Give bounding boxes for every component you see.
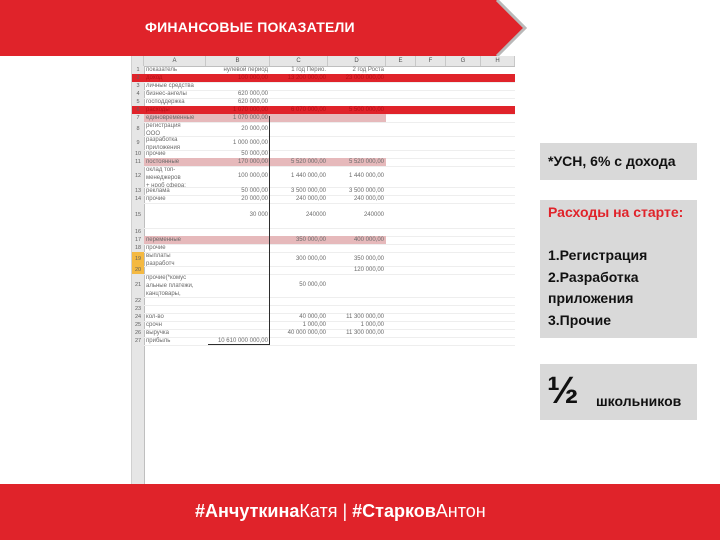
- cell-c[interactable]: 1 440 000,00: [290, 173, 326, 179]
- cell-d[interactable]: 120 000,00: [353, 267, 384, 273]
- cell-a[interactable]: переменные: [146, 237, 181, 243]
- cell-a[interactable]: единовременные: [146, 115, 195, 121]
- cell-c[interactable]: 5 520 000,00: [290, 159, 326, 165]
- row-number[interactable]: 20: [134, 267, 142, 273]
- cell-a[interactable]: прибыль: [146, 338, 171, 344]
- table-row[interactable]: [132, 266, 515, 274]
- row-number[interactable]: 8: [136, 126, 140, 132]
- row-number[interactable]: 9: [136, 140, 140, 146]
- table-row[interactable]: [132, 98, 515, 106]
- startup-costs-item: 3.Прочие: [548, 311, 612, 328]
- row-number[interactable]: 22: [134, 298, 142, 304]
- page-title: ФИНАНСОВЫЕ ПОКАЗАТЕЛИ: [145, 19, 355, 35]
- table-row[interactable]: [132, 74, 515, 82]
- cell-d[interactable]: [328, 305, 384, 313]
- table-row[interactable]: [132, 228, 515, 236]
- table-row[interactable]: [132, 252, 515, 266]
- cell-c[interactable]: [270, 90, 326, 98]
- header-arrow-shape: [0, 0, 720, 56]
- row-number[interactable]: 2: [136, 75, 140, 81]
- cell-a[interactable]: разработка приложения: [146, 137, 181, 150]
- cell-a[interactable]: расходы: [146, 107, 170, 113]
- students-fraction: ½: [547, 370, 579, 412]
- cell-a[interactable]: прочие: [146, 151, 166, 157]
- cell-a[interactable]: личные средства: [146, 83, 194, 89]
- cell-d[interactable]: 2 год Роста: [352, 67, 384, 73]
- row-number[interactable]: 25: [134, 322, 142, 328]
- cell-d[interactable]: 3 500 000,00: [348, 188, 384, 194]
- cell-c[interactable]: [270, 228, 326, 236]
- table-row[interactable]: [132, 195, 515, 203]
- cell-d[interactable]: [328, 150, 384, 158]
- row-number[interactable]: 7: [136, 115, 140, 121]
- cell-b[interactable]: 30 000: [249, 212, 268, 218]
- row-number[interactable]: 1: [136, 67, 140, 73]
- row-number[interactable]: 13: [134, 188, 142, 194]
- tax-text: *УСН, 6% с дохода: [548, 153, 676, 169]
- row-number[interactable]: 26: [134, 330, 142, 336]
- column-header-e[interactable]: E: [386, 56, 416, 66]
- column-header-h[interactable]: H: [481, 56, 515, 66]
- cell-a[interactable]: прочие: [146, 245, 166, 251]
- row-number[interactable]: 3: [136, 83, 140, 89]
- row-number[interactable]: 27: [134, 338, 142, 344]
- selection-border-bottom: [208, 344, 270, 345]
- cell-b[interactable]: 50 000,00: [241, 151, 268, 157]
- table-row[interactable]: [132, 321, 515, 329]
- selection-border-right: [269, 116, 270, 344]
- cell-b[interactable]: [206, 82, 268, 90]
- cell-b[interactable]: [206, 236, 268, 244]
- cell-b[interactable]: [206, 252, 268, 266]
- cell-a[interactable]: кол-во: [146, 314, 164, 320]
- table-row[interactable]: [132, 82, 515, 90]
- cell-a[interactable]: постоянные: [146, 159, 180, 165]
- table-row[interactable]: [132, 106, 515, 114]
- cell-c[interactable]: [270, 305, 326, 313]
- cell-a[interactable]: господдержка: [146, 99, 185, 105]
- cell-a[interactable]: прочие: [146, 196, 166, 202]
- row-number[interactable]: 24: [134, 314, 142, 320]
- row-number[interactable]: 12: [134, 173, 142, 179]
- cell-d[interactable]: 240 000,00: [353, 196, 384, 202]
- row-number[interactable]: 14: [134, 196, 142, 202]
- table-row[interactable]: [132, 136, 515, 150]
- cell-d[interactable]: [328, 122, 384, 136]
- cell-a[interactable]: срочн: [146, 322, 162, 328]
- row-number[interactable]: 23: [134, 306, 142, 312]
- cell-d[interactable]: [328, 114, 384, 122]
- table-row[interactable]: [132, 90, 515, 98]
- table-row[interactable]: [132, 297, 515, 305]
- table-row[interactable]: [132, 203, 515, 228]
- cell-a[interactable]: реклама: [146, 188, 170, 194]
- row-number[interactable]: 21: [134, 282, 142, 288]
- cell-b[interactable]: 170 000,00: [237, 159, 268, 165]
- cell-d[interactable]: 11 300 000,00: [346, 314, 384, 320]
- startup-costs-box: [540, 200, 697, 338]
- cell-c[interactable]: 1 год Перио.: [291, 67, 326, 73]
- table-row[interactable]: [132, 329, 515, 337]
- cell-d[interactable]: 1 000,00: [360, 322, 384, 328]
- cell-c[interactable]: [270, 297, 326, 305]
- cell-b[interactable]: 1 000 000,00: [232, 140, 268, 146]
- startup-costs-item: 2.Разработка приложения: [548, 268, 639, 306]
- cell-c[interactable]: 40 000,00: [299, 314, 326, 320]
- cell-a[interactable]: [146, 305, 206, 313]
- cell-d[interactable]: 11 300 000,00: [346, 330, 384, 336]
- cell-c[interactable]: [270, 136, 326, 150]
- author1-tag: #Анчуткина: [195, 501, 300, 521]
- cell-b[interactable]: 20 000,00: [241, 126, 268, 132]
- row-number[interactable]: 10: [134, 151, 142, 157]
- table-row[interactable]: [132, 66, 515, 74]
- table-row[interactable]: [132, 187, 515, 195]
- cell-c[interactable]: [270, 98, 326, 106]
- cell-d[interactable]: 400 000,00: [353, 237, 384, 243]
- cell-d[interactable]: [328, 228, 384, 236]
- cell-d[interactable]: [328, 90, 384, 98]
- row-number[interactable]: 16: [134, 229, 142, 235]
- cell-a[interactable]: выплаты разработч: [146, 253, 175, 266]
- cell-d[interactable]: [328, 297, 384, 305]
- spreadsheet[interactable]: [131, 56, 515, 484]
- cell-b[interactable]: 1 070 000,00: [232, 115, 268, 121]
- cell-c[interactable]: [270, 244, 326, 252]
- cell-c[interactable]: 240000: [305, 212, 326, 218]
- table-row[interactable]: [132, 158, 515, 166]
- header-banner: [0, 0, 720, 56]
- column-header-f[interactable]: F: [416, 56, 446, 66]
- cell-c[interactable]: 50 000,00: [299, 282, 326, 288]
- cell-d[interactable]: [328, 337, 384, 345]
- footer-bar: [0, 484, 720, 540]
- cell-b[interactable]: 20 000,00: [241, 196, 268, 202]
- cell-a[interactable]: доход: [146, 75, 163, 81]
- table-row[interactable]: [132, 122, 515, 136]
- cell-c[interactable]: 6 070 000,00: [290, 107, 326, 113]
- cell-a[interactable]: [146, 297, 206, 305]
- cell-a[interactable]: [146, 228, 206, 236]
- cell-b[interactable]: [206, 274, 268, 297]
- cell-b[interactable]: [206, 266, 268, 274]
- cell-c[interactable]: 240 000,00: [295, 196, 326, 202]
- cell-a[interactable]: бизнес-ангелы: [146, 91, 187, 97]
- cell-a[interactable]: выручка: [146, 330, 169, 336]
- table-row[interactable]: [132, 305, 515, 313]
- author2-tag: #Старков: [352, 501, 436, 521]
- table-row[interactable]: [132, 274, 515, 297]
- cell-b[interactable]: [206, 329, 268, 337]
- cell-c[interactable]: [270, 122, 326, 136]
- cell-a[interactable]: прочие(*комус альные платежи, канцтовары,: [146, 275, 194, 297]
- cell-c[interactable]: [270, 266, 326, 274]
- column-header-g[interactable]: G: [446, 56, 481, 66]
- table-row[interactable]: [132, 150, 515, 158]
- row-number[interactable]: 18: [134, 245, 142, 251]
- cell-d[interactable]: 23 000 000,00: [345, 75, 384, 81]
- table-row[interactable]: [132, 166, 515, 187]
- cell-b[interactable]: [206, 321, 268, 329]
- corner-cell[interactable]: [132, 56, 144, 66]
- cell-b[interactable]: 100 000,00: [237, 173, 268, 179]
- cell-c[interactable]: [270, 114, 326, 122]
- column-header-b[interactable]: B: [206, 56, 270, 66]
- cell-b[interactable]: 10 610 000 000,00: [217, 338, 268, 344]
- cell-c[interactable]: [270, 82, 326, 90]
- startup-costs-list: [548, 245, 696, 331]
- row-number[interactable]: 4: [136, 91, 140, 97]
- cell-d[interactable]: 1 440 000,00: [348, 173, 384, 179]
- tax-info-box: [540, 143, 697, 180]
- author1-name: Катя: [299, 501, 338, 521]
- cell-c[interactable]: 350 000,00: [295, 237, 326, 243]
- cell-c[interactable]: 3 500 000,00: [290, 188, 326, 194]
- cell-b[interactable]: 50 000,00: [241, 188, 268, 194]
- table-row[interactable]: [132, 337, 515, 345]
- cell-a[interactable]: показатель: [146, 67, 178, 73]
- cell-b[interactable]: [206, 305, 268, 313]
- cell-a[interactable]: регистрация ООО: [146, 123, 181, 136]
- column-header-a[interactable]: A: [144, 56, 206, 66]
- cell-b[interactable]: 1 070 000,00: [232, 107, 268, 113]
- cell-d[interactable]: [328, 98, 384, 106]
- row-number[interactable]: 6: [136, 107, 140, 113]
- cell-d[interactable]: 350 000,00: [353, 256, 384, 262]
- students-box: [540, 364, 697, 420]
- cell-c[interactable]: 40 000 000,00: [287, 330, 326, 336]
- table-row[interactable]: [132, 114, 515, 122]
- cell-b[interactable]: нулевой период: [223, 67, 268, 73]
- cell-d[interactable]: [328, 136, 384, 150]
- gridline: [144, 345, 515, 346]
- cell-d[interactable]: [328, 274, 384, 297]
- cell-d[interactable]: [328, 244, 384, 252]
- column-header-c[interactable]: C: [270, 56, 328, 66]
- cell-a[interactable]: [146, 203, 206, 228]
- startup-costs-item: 1.Регистрация: [548, 247, 648, 263]
- cell-b[interactable]: [206, 313, 268, 321]
- cell-d[interactable]: 240000: [363, 212, 384, 218]
- cell-c[interactable]: 13 200 000,00: [287, 75, 326, 81]
- cell-b[interactable]: 620 000,00: [237, 99, 268, 105]
- cell-c[interactable]: [270, 337, 326, 345]
- cell-b[interactable]: 620 000,00: [237, 91, 268, 97]
- cell-c[interactable]: 1 000,00: [302, 322, 326, 328]
- table-row[interactable]: [132, 236, 515, 244]
- cell-b[interactable]: [206, 228, 268, 236]
- students-label: школьников: [596, 393, 682, 409]
- row-number[interactable]: 17: [134, 237, 142, 243]
- column-header-d[interactable]: D: [328, 56, 386, 66]
- table-row[interactable]: [132, 313, 515, 321]
- cell-d[interactable]: 5 520 000,00: [348, 159, 384, 165]
- cell-c[interactable]: [270, 150, 326, 158]
- cell-a[interactable]: оклад топ- менеджеров + нроб сфера:: [146, 167, 186, 187]
- row-number[interactable]: 15: [134, 212, 142, 218]
- row-number[interactable]: 19: [134, 256, 142, 262]
- cell-b[interactable]: [206, 297, 268, 305]
- cell-b[interactable]: [206, 244, 268, 252]
- table-row[interactable]: [132, 244, 515, 252]
- authors-separator: |: [337, 501, 353, 521]
- author2-name: Антон: [435, 501, 486, 521]
- startup-costs-title: Расходы на старте:: [548, 204, 684, 220]
- cell-a[interactable]: [146, 266, 206, 274]
- authors-line: [195, 501, 486, 522]
- cell-c[interactable]: 300 000,00: [295, 256, 326, 262]
- row-number[interactable]: 11: [135, 159, 141, 165]
- cell-d[interactable]: 5 500 000,00: [348, 107, 384, 113]
- cell-d[interactable]: [328, 82, 384, 90]
- cell-b[interactable]: 100 000,00: [237, 75, 268, 81]
- row-number[interactable]: 5: [136, 99, 140, 105]
